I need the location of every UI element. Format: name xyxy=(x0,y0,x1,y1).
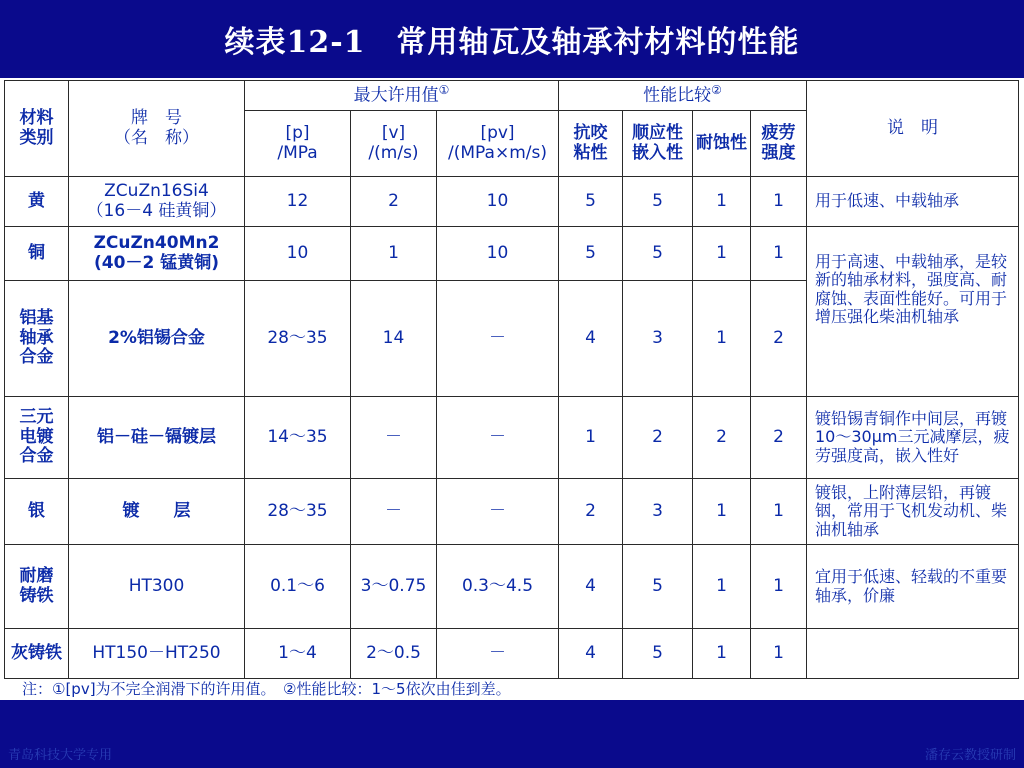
cell-grade: 2%铝锡合金 xyxy=(69,281,245,397)
cell-remark xyxy=(807,629,1019,679)
table-row xyxy=(5,177,1019,227)
cell-category: 三元 电镀 合金 xyxy=(5,397,69,479)
cell-fatigue: 1 xyxy=(751,227,807,281)
footer-right-text: 潘存云教授研制 xyxy=(924,748,1016,763)
header-max-allowable xyxy=(245,81,559,111)
header-p: [p] /MPa xyxy=(245,111,351,177)
cell-anti: 2 xyxy=(559,479,623,545)
cell-conform: 3 xyxy=(623,281,693,397)
cell-category: 银 xyxy=(5,479,69,545)
cell-grade: 镀 层 xyxy=(69,479,245,545)
cell-category: 铜 xyxy=(5,227,69,281)
cell-remark: 镀铅锡青铜作中间层，再镀 10～30μm三元减摩层，疲劳强度高，嵌入性好 xyxy=(807,397,1019,479)
table-row xyxy=(5,397,1019,479)
cell-corrosion: 1 xyxy=(693,281,751,397)
cell-pv: 10 xyxy=(437,177,559,227)
cell-fatigue: 1 xyxy=(751,479,807,545)
cell-corrosion: 2 xyxy=(693,397,751,479)
header-conformability: 顺应性 嵌入性 xyxy=(623,111,693,177)
cell-corrosion: 1 xyxy=(693,479,751,545)
cell-pv: － xyxy=(437,281,559,397)
cell-remark: 宜用于低速、轻载的不重要轴承，价廉 xyxy=(807,545,1019,629)
cell-fatigue: 1 xyxy=(751,177,807,227)
cell-p: 14～35 xyxy=(245,397,351,479)
cell-p: 1～4 xyxy=(245,629,351,679)
table-row xyxy=(5,227,1019,281)
cell-grade: ZCuZn40Mn2 (40－2 锰黄铜) xyxy=(69,227,245,281)
header-anti-seizure: 抗咬 粘性 xyxy=(559,111,623,177)
cell-anti: 5 xyxy=(559,177,623,227)
cell-remark: 用于高速、中载轴承，是较新的轴承材料，强度高、耐腐蚀、表面性能好。可用于增压强化柴油机轴承 xyxy=(807,227,1019,397)
cell-remark: 用于低速、中载轴承 xyxy=(807,177,1019,227)
header-max-allowable-label: 最大许用值 xyxy=(353,86,439,107)
cell-pv: 10 xyxy=(437,227,559,281)
table-panel xyxy=(0,78,1024,700)
cell-fatigue: 1 xyxy=(751,629,807,679)
cell-conform: 5 xyxy=(623,177,693,227)
cell-v: 14 xyxy=(351,281,437,397)
cell-conform: 5 xyxy=(623,629,693,679)
slide-title: 续表12-1 常用轴瓦及轴承衬材料的性能 xyxy=(224,25,800,60)
header-max-allowable-mark: ① xyxy=(438,83,450,98)
cell-pv: 0.3～4.5 xyxy=(437,545,559,629)
cell-anti: 1 xyxy=(559,397,623,479)
header-performance-label: 性能比较 xyxy=(643,86,712,107)
cell-grade: ZCuZn16Si4 （16－4 硅黄铜） xyxy=(69,177,245,227)
cell-v: 3～0.75 xyxy=(351,545,437,629)
cell-conform: 2 xyxy=(623,397,693,479)
footer-left-text: 青岛科技大学专用 xyxy=(8,748,113,763)
materials-table xyxy=(4,80,1024,679)
cell-corrosion: 1 xyxy=(693,545,751,629)
cell-category: 耐磨 铸铁 xyxy=(5,545,69,629)
header-grade: 牌 号 （名 称） xyxy=(69,81,245,177)
cell-fatigue: 2 xyxy=(751,397,807,479)
cell-anti: 4 xyxy=(559,545,623,629)
cell-anti: 5 xyxy=(559,227,623,281)
cell-p: 10 xyxy=(245,227,351,281)
cell-v: 2～0.5 xyxy=(351,629,437,679)
cell-p: 0.1～6 xyxy=(245,545,351,629)
table-footnote: 注：①[pv]为不完全润滑下的许用值。 ②性能比较：1～5依次由佳到差。 xyxy=(22,680,511,698)
cell-p: 12 xyxy=(245,177,351,227)
cell-remark: 镀银，上附薄层铅，再镀铟，常用于飞机发动机、柴油机轴承 xyxy=(807,479,1019,545)
cell-fatigue: 2 xyxy=(751,281,807,397)
header-performance-mark: ② xyxy=(711,83,722,98)
cell-category: 铝基 轴承 合金 xyxy=(5,281,69,397)
cell-pv: － xyxy=(437,629,559,679)
header-remark: 说 明 xyxy=(807,81,1019,177)
header-fatigue: 疲劳 强度 xyxy=(751,111,807,177)
cell-grade: 铝－硅－镉镀层 xyxy=(69,397,245,479)
cell-grade: HT300 xyxy=(69,545,245,629)
cell-conform: 3 xyxy=(623,479,693,545)
cell-corrosion: 1 xyxy=(693,227,751,281)
header-v: [v] /(m/s) xyxy=(351,111,437,177)
cell-p: 28～35 xyxy=(245,479,351,545)
header-performance xyxy=(559,81,807,111)
header-pv: [pv] /(MPa×m/s) xyxy=(437,111,559,177)
header-category: 材料 类别 xyxy=(5,81,69,177)
cell-anti: 4 xyxy=(559,629,623,679)
cell-conform: 5 xyxy=(623,545,693,629)
cell-p: 28～35 xyxy=(245,281,351,397)
table-row xyxy=(5,479,1019,545)
cell-anti: 4 xyxy=(559,281,623,397)
header-corrosion: 耐蚀性 xyxy=(693,111,751,177)
cell-category: 黄 xyxy=(5,177,69,227)
cell-corrosion: 1 xyxy=(693,177,751,227)
cell-pv: － xyxy=(437,397,559,479)
cell-pv: － xyxy=(437,479,559,545)
cell-grade: HT150－HT250 xyxy=(69,629,245,679)
cell-corrosion: 1 xyxy=(693,629,751,679)
cell-v: 2 xyxy=(351,177,437,227)
table-row xyxy=(5,545,1019,629)
cell-v: － xyxy=(351,479,437,545)
cell-v: 1 xyxy=(351,227,437,281)
cell-category: 灰铸铁 xyxy=(5,629,69,679)
cell-fatigue: 1 xyxy=(751,545,807,629)
table-row xyxy=(5,629,1019,679)
cell-conform: 5 xyxy=(623,227,693,281)
cell-v: － xyxy=(351,397,437,479)
